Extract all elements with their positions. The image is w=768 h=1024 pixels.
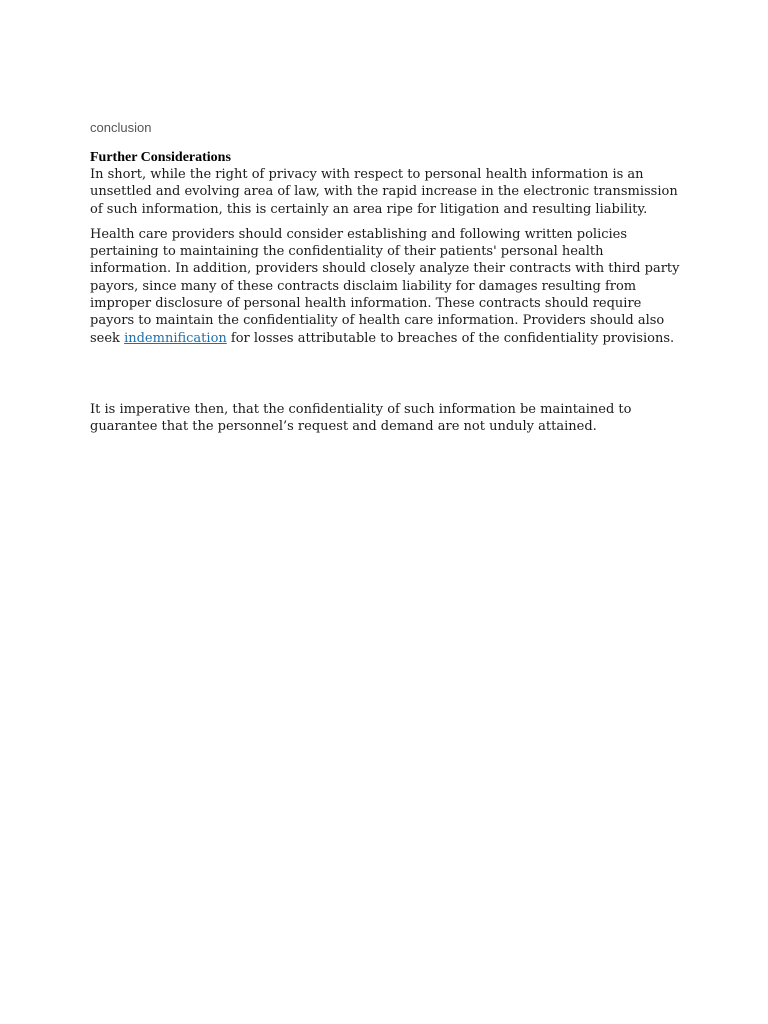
paragraph-recommendations-text-end: for losses attributable to breaches of the confidentiality provisions. xyxy=(226,330,675,346)
section-label: conclusion xyxy=(90,120,152,135)
paragraph-intro: In short, while the right of privacy with respect to personal health information is an unsettled and evolving area of law, with the rapid increase in the electronic transmission of such information, this is certainly an area ripe for litigation and resulting liability. xyxy=(90,167,678,217)
indemnification-link[interactable]: indemnification xyxy=(124,330,227,346)
paragraph-recommendations xyxy=(90,226,680,347)
document-body xyxy=(90,149,680,436)
paragraph-recommendations-text: Health care providers should consider establishing and following written policies pertaining to maintaining the confidentiality of their patients' personal health information. In addition, providers should closely analyze their contracts with third party payors, since many of these contracts disclaim liability for damages resulting from improper disclosure of personal health information. These contracts should require payors to maintain the confidentiality of health care information. Providers should also seek xyxy=(90,226,680,346)
section-heading: Further Considerations xyxy=(90,150,231,165)
paragraph-conclusion: It is imperative then, that the confidentiality of such information be maintained to guarantee that the personnel’s request and demand are not unduly attained. xyxy=(90,401,632,435)
